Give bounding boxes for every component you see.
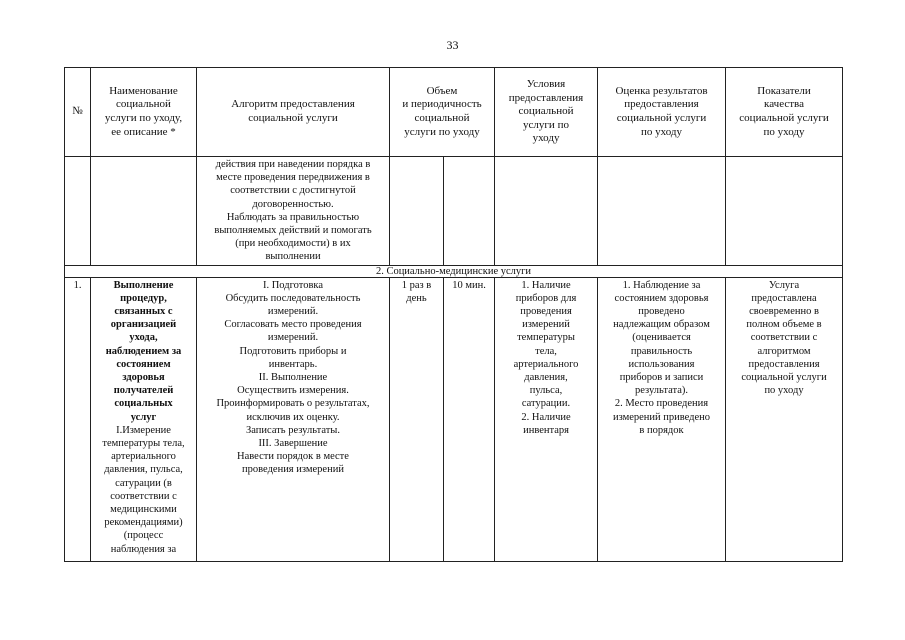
text-line: Наименование (109, 84, 178, 97)
text-line: здоровья (122, 372, 165, 384)
text-line: качества (764, 98, 804, 111)
cont-name-cell (91, 157, 197, 266)
text-line: состоянием здоровья (614, 292, 709, 304)
text-line: услуги по уходу, (104, 112, 183, 124)
text-line: 1. Наличие (521, 279, 571, 291)
text-line: социальной (414, 112, 470, 124)
text-line: Алгоритм предоставления (231, 98, 355, 111)
service-row (65, 277, 843, 561)
text-line: (при необходимости) в их (235, 238, 351, 250)
cont-duration-cell (444, 157, 495, 266)
text-line: тела, (535, 345, 557, 357)
text-line: Обсудить последовательность (225, 292, 361, 304)
text-line: социальной (116, 98, 171, 111)
text-line: 1 раз в (401, 279, 432, 291)
text-line: приборов для (515, 292, 577, 304)
text-line: измерений (522, 319, 570, 331)
text-line: выполняемых действий и помогать (214, 225, 372, 237)
text-line: III. Завершение (258, 438, 328, 450)
text-line: предоставлена (751, 292, 817, 304)
text-line: 10 мин. (452, 279, 486, 291)
header-algorithm (197, 68, 390, 157)
text-line: Осуществить измерения. (237, 385, 349, 397)
text-line: Подготовить приборы и (239, 345, 347, 357)
text-line: связанных с (114, 306, 173, 318)
text-line: своевременно в (749, 306, 819, 318)
text-line: социальных (114, 398, 173, 410)
text-line: пульса, (529, 385, 563, 397)
cont-num-cell (65, 157, 91, 266)
text-line: Навести порядок в месте (237, 451, 349, 463)
text-line: получателей (113, 385, 174, 397)
text-line: надлежащим образом (613, 319, 710, 331)
service-num: 1. (65, 277, 91, 561)
page-number: 33 (446, 38, 459, 52)
text-line: услуги по (523, 118, 569, 131)
service-frequency (390, 277, 444, 561)
header-quality (726, 68, 843, 157)
text-line: результата). (635, 385, 689, 397)
text-line: инвентаря (523, 424, 569, 436)
text-line: алгоритмом (757, 345, 811, 357)
text-line: Услуга (768, 279, 800, 291)
service-evaluation (598, 277, 726, 561)
text-line: Выполнение (113, 279, 174, 291)
text-line: (оценивается (632, 332, 691, 344)
text-line: инвентарь. (268, 358, 318, 370)
text-line: наблюдением за (105, 345, 182, 357)
text-line: проведения (520, 306, 572, 318)
text-line: социальной (518, 105, 574, 118)
text-line: предоставления (624, 98, 699, 111)
service-name-bold (93, 279, 194, 424)
text-line: услуги по уходу (404, 125, 480, 138)
text-line: организацией (110, 319, 177, 331)
text-line: месте проведения передвижения в (216, 172, 370, 184)
text-line: медицинскими (110, 504, 177, 516)
text-line: полном объеме в (746, 319, 822, 331)
text-line: (процесс (123, 530, 164, 542)
header-row (65, 68, 843, 157)
header-name (91, 68, 197, 157)
text-line: Показатели (757, 84, 811, 97)
text-line: проведено (638, 306, 685, 318)
text-line: приборов и записи (619, 372, 704, 384)
text-line: состоянием (116, 358, 171, 370)
section-row (65, 265, 843, 277)
text-line: Проинформировать о результатах, (216, 398, 370, 410)
service-algorithm (197, 277, 390, 561)
text-line: измерений приведено (612, 411, 711, 423)
service-conditions (495, 277, 598, 561)
text-line: по уходу (764, 385, 804, 397)
text-line: Наблюдать за правильностью (226, 211, 360, 223)
text-line: день (406, 292, 427, 304)
text-line: действия при наведении порядка в (215, 159, 371, 170)
social-services-table (64, 67, 843, 562)
text-line: правильность (630, 345, 693, 357)
cont-evaluation-cell (598, 157, 726, 266)
text-line: измерений. (267, 306, 319, 318)
text-line: по уходу (641, 125, 683, 138)
text-line: артериального (513, 358, 579, 370)
text-line: ее описание * (111, 125, 176, 138)
text-line: договоренностью. (252, 198, 334, 210)
text-line: температуры тела, (102, 438, 185, 450)
text-line: Согласовать место проведения (224, 319, 362, 331)
text-line: рекомендациями) (104, 517, 183, 529)
text-line: социальной услуги (248, 112, 338, 124)
text-line: социальной услуги (616, 112, 707, 124)
text-line: процедур, (120, 292, 167, 304)
text-line: соответствии с (750, 332, 818, 344)
continuation-row (65, 157, 843, 266)
service-duration (444, 277, 495, 561)
text-line: проведения измерений (242, 464, 344, 476)
text-line: использования (628, 358, 695, 370)
text-line: в порядок (639, 424, 684, 436)
text-line: сатурации. (521, 398, 571, 410)
text-line: измерений. (267, 332, 319, 344)
text-line: II. Выполнение (258, 372, 328, 384)
text-line: 1. Наблюдение за (622, 279, 701, 291)
text-line: температуры (517, 332, 575, 344)
text-line: давления, (524, 372, 568, 384)
cont-conditions-cell (495, 157, 598, 266)
text-line: 2. Наличие (521, 411, 571, 423)
text-line: и периодичность (402, 98, 482, 111)
cont-quality-cell (726, 157, 843, 266)
text-line: ухода, (129, 332, 158, 344)
text-line: 2. Место проведения (614, 398, 709, 410)
text-line: исключив их оценку. (246, 411, 340, 423)
text-line: соответствии с достигнутой (230, 185, 356, 197)
cont-algorithm-cell (197, 157, 390, 266)
text-line: артериального (111, 451, 176, 463)
header-volume (390, 68, 495, 157)
text-line: социальной услуги (741, 372, 827, 384)
service-name-cell (91, 277, 197, 561)
section-title: 2. Социально-медицинские услуги (65, 265, 843, 277)
service-name-description (93, 424, 194, 556)
text-line: уходу (532, 132, 560, 145)
text-line: услуг (130, 411, 157, 423)
text-line: социальной услуги (739, 112, 829, 124)
text-line: по уходу (763, 125, 805, 138)
header-conditions (495, 68, 598, 157)
text-line: предоставления (748, 358, 820, 370)
service-quality (726, 277, 843, 561)
text-line: Объем (426, 84, 458, 97)
text-line: наблюдения за (110, 543, 177, 555)
text-line: I. Подготовка (262, 279, 324, 291)
cont-frequency-cell (390, 157, 444, 266)
text-line: I.Измерение (116, 424, 171, 436)
header-num: № (65, 68, 91, 157)
text-line: давления, пульса, (104, 464, 183, 476)
text-line: сатурации (в (115, 477, 172, 489)
text-line: Оценка результатов (615, 84, 708, 97)
text-line: соответствии с (110, 490, 177, 502)
header-evaluation (598, 68, 726, 157)
text-line: Условия (526, 78, 566, 91)
text-line: Записать результаты. (246, 424, 340, 436)
text-line: выполнении (265, 251, 321, 263)
text-line: предоставления (508, 91, 584, 104)
